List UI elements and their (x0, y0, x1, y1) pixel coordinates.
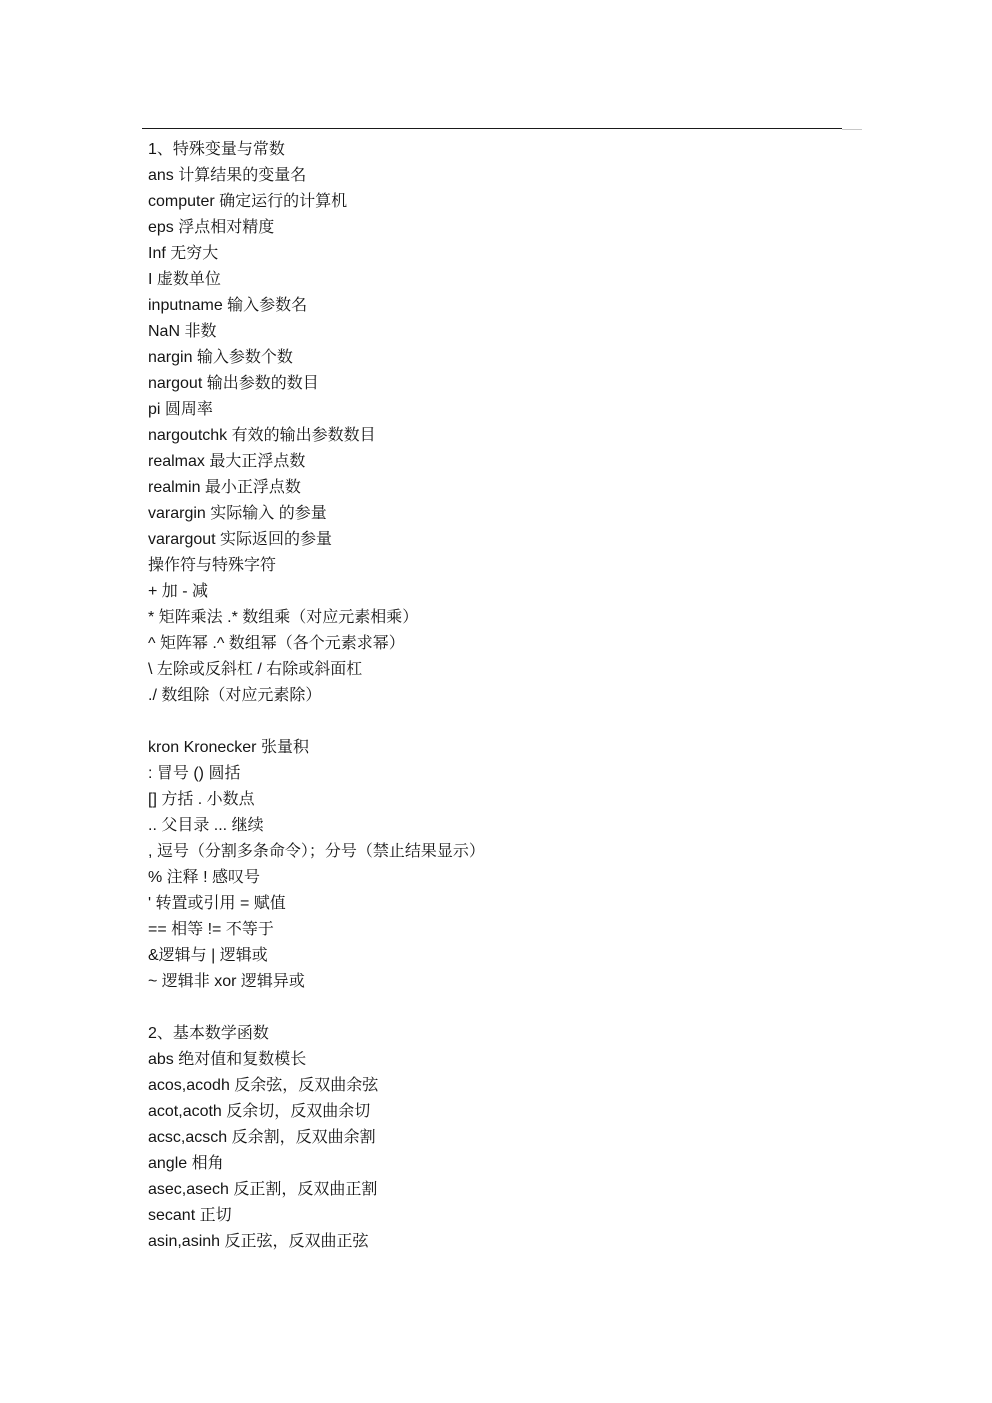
text-line: ~ 逻辑非 xor 逻辑异或 (148, 973, 305, 990)
text-line: : 冒号 () 圆括 (148, 765, 241, 782)
text-line: * 矩阵乘法 .* 数组乘（对应元素相乘） (148, 609, 419, 626)
text-line: Inf 无穷大 (148, 245, 219, 262)
section-heading-special-variables: 1、特殊变量与常数 (148, 141, 285, 158)
text-line: kron Kronecker 张量积 (148, 739, 309, 756)
text-line: computer 确定运行的计算机 (148, 193, 348, 210)
text-line: + 加 - 减 (148, 583, 209, 600)
text-line: , 逗号（分割多条命令）；分号（禁止结果显示） (148, 843, 485, 860)
text-line: \ 左除或反斜杠 / 右除或斜面杠 (148, 661, 363, 678)
text-line: nargoutchk 有效的输出参数数目 (148, 427, 376, 444)
text-line: secant 正切 (148, 1207, 232, 1224)
document-body (148, 137, 848, 1255)
blank-line (148, 709, 848, 735)
text-line: .. 父目录 ... 继续 (148, 817, 264, 834)
header-rule-extension (842, 129, 862, 130)
text-line: == 相等 != 不等于 (148, 921, 274, 938)
text-line: ./ 数组除（对应元素除） (148, 687, 322, 704)
text-line: I 虚数单位 (148, 271, 221, 288)
text-line: [] 方括 . 小数点 (148, 791, 255, 808)
text-line: inputname 输入参数名 (148, 297, 308, 314)
text-line: asec,asech 反正割，反双曲正割 (148, 1181, 378, 1198)
text-line: nargout 输出参数的数目 (148, 375, 319, 392)
text-line: varargout 实际返回的参量 (148, 531, 333, 548)
text-line: ans 计算结果的变量名 (148, 167, 307, 184)
text-line: &逻辑与 | 逻辑或 (148, 947, 268, 964)
section-heading-operators: 操作符与特殊字符 (148, 557, 277, 574)
header-rule (142, 128, 842, 129)
text-line: asin,asinh 反正弦，反双曲正弦 (148, 1233, 369, 1250)
text-line: pi 圆周率 (148, 401, 213, 418)
text-line: acsc,acsch 反余割，反双曲余割 (148, 1129, 376, 1146)
text-line: realmax 最大正浮点数 (148, 453, 306, 470)
text-line: angle 相角 (148, 1155, 224, 1172)
section-heading-basic-math: 2、基本数学函数 (148, 1025, 269, 1042)
text-line: ^ 矩阵幂 .^ 数组幂（各个元素求幂） (148, 635, 405, 652)
text-line: ' 转置或引用 = 赋值 (148, 895, 286, 912)
blank-line (148, 995, 848, 1021)
text-line: varargin 实际输入 的参量 (148, 505, 327, 522)
text-line: acot,acoth 反余切，反双曲余切 (148, 1103, 371, 1120)
text-line: abs 绝对值和复数模长 (148, 1051, 307, 1068)
text-line: NaN 非数 (148, 323, 217, 340)
text-line: % 注释 ! 感叹号 (148, 869, 261, 886)
text-line: acos,acodh 反余弦，反双曲余弦 (148, 1077, 379, 1094)
text-line: eps 浮点相对精度 (148, 219, 275, 236)
text-line: realmin 最小正浮点数 (148, 479, 301, 496)
text-line: nargin 输入参数个数 (148, 349, 293, 366)
